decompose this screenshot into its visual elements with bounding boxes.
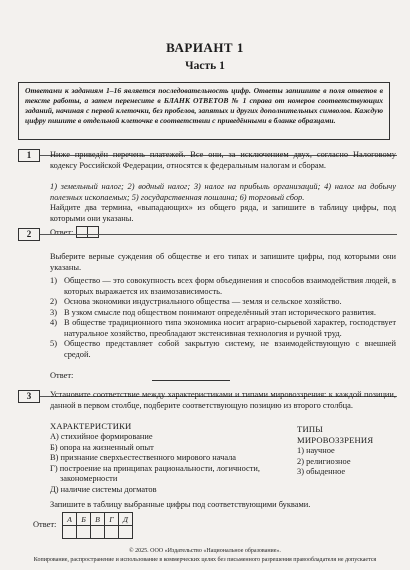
q2-item-num: 3) [50,307,57,317]
q1-number: 1 [18,149,40,162]
q3-left-items [50,432,270,495]
q3-table-letter: А [63,513,77,526]
q1-text: Ниже приведён перечень платежей. Все они, за исключением двух, согласно Налоговому кодексу Российской Федерации, относятся к федеральным налогам и сборам. [50,150,396,170]
q2-separator [40,234,397,235]
q2-item-text: Основа экономики индустриального общества — земля и сельское хозяйство. [64,297,342,306]
q3-instruction: Запишите в таблицу выбранные цифры под соответствующими буквами. [50,500,311,509]
q1-answer-label: Ответ: [50,228,74,237]
variant-title: ВАРИАНТ 1 [166,40,244,55]
q3-answer-cell[interactable] [91,526,105,539]
q3-answer-cell[interactable] [77,526,91,539]
q2-item-num: 4) [50,318,57,327]
q3-table-letter: Г [105,513,119,526]
q2-item-text: В обществе традиционного типа экономика носит аграрно-сырьевой характер, господствует натуральное хозяйство, преобладают экстенсивная технология и ручной труд. [64,318,396,338]
q3-left-header: ХАРАКТЕРИСТИКИ [50,421,132,431]
q2-answer-line[interactable] [152,380,230,381]
q3-answer-cell[interactable] [119,526,133,539]
q1-task: Найдите два термина, «выпадающих» из общего ряда, и запишите в таблицу цифры, под которыми они указаны. [50,203,396,223]
instructions-box: Ответами к заданиям 1–16 является последовательность цифр. Ответы запишите в поля ответов в тексте работы, а затем перенесите в БЛАНК ОТВЕТОВ № 1 справа от номеров соответствующих заданий, начиная с первой клеточки, без пробелов, запятых и других дополнительных символов. Каждую цифру пишите в отдельной клеточке в соответствии с приведёнными в бланке образцами. [18,82,390,140]
q3-characteristic: Б) опора на жизненный опыт [50,442,154,452]
q3-table-letter: Б [77,513,91,526]
q3-characteristic: Г) построение на принципах рациональности, логичности, закономерности [50,463,261,483]
q3-answer-cell[interactable] [105,526,119,539]
q2-item-num: 2) [50,297,57,306]
q3-answer-cell[interactable] [63,526,77,539]
q3-worldview-type: 3) обыденное [297,467,346,476]
copyright: © 2025. ООО «Издательство «Национальное образование». [129,548,281,554]
q3-answer-label: Ответ: [33,520,57,529]
q2-item-text: В узком смысле под обществом понимают определённый этап исторического развития. [64,307,376,317]
q3-characteristic: В) признание сверхъестественного мирового начала [50,453,237,462]
q3-worldview-type: 2) религиозное [297,456,351,466]
q3-right-header-line: МИРОВОЗЗРЕНИЯ [297,434,374,445]
q1-options: 1) земельный налог; 2) водный налог; 3) налог на прибыль организаций; 4) налог на добычу полезных ископаемых; 5) государственная пошлина; 6) торговый сбор. [50,182,396,202]
q2-item-num: 5) [50,339,57,348]
q3-right-items [297,446,397,478]
q3-text: Установите соответствие между характеристиками и типами мировоззрения: к каждой позиции, данной в первом столбце, подберите соответствующую позицию из второго столбца. [50,390,396,410]
q2-item-text: Общество представляет собой закрытую систему, не взаимодействующую с внешней средой. [64,339,396,359]
q2-item-text: Общество — это совокупность всех форм объединения и способов взаимодействия людей, в которых выражается их взаимозависимость. [64,276,396,296]
q3-right-header [297,424,397,445]
q2-text: Выберите верные суждения об обществе и его типах и запишите цифры, под которыми они указаны. [50,252,396,272]
q1-answer-cell[interactable] [87,226,99,238]
q2-item [50,297,396,308]
q3-answer-table [62,512,133,539]
q2-item-num: 1) [50,276,57,285]
part-subtitle: Часть 1 [185,60,225,72]
q2-item [50,318,396,339]
q2-items [50,276,396,360]
q3-characteristic: Д) наличие системы догматов [50,484,157,494]
q3-table-letter: В [91,513,105,526]
q2-item [50,276,396,297]
q3-table-letter: Д [119,513,133,526]
copyright-notice: Копирование, распространение и использование в коммерческих целях без письменного разрешения правообладателя не допускается [33,557,377,563]
q3-number: 3 [18,390,40,403]
q3-right-header-line: ТИПЫ [297,424,323,434]
q2-item [50,308,396,319]
q2-answer-label: Ответ: [50,371,74,380]
q3-worldview-type: 1) научное [297,446,335,455]
q2-item [50,339,396,360]
q2-number: 2 [18,228,40,241]
q3-characteristic: А) стихийное формирование [50,432,153,441]
